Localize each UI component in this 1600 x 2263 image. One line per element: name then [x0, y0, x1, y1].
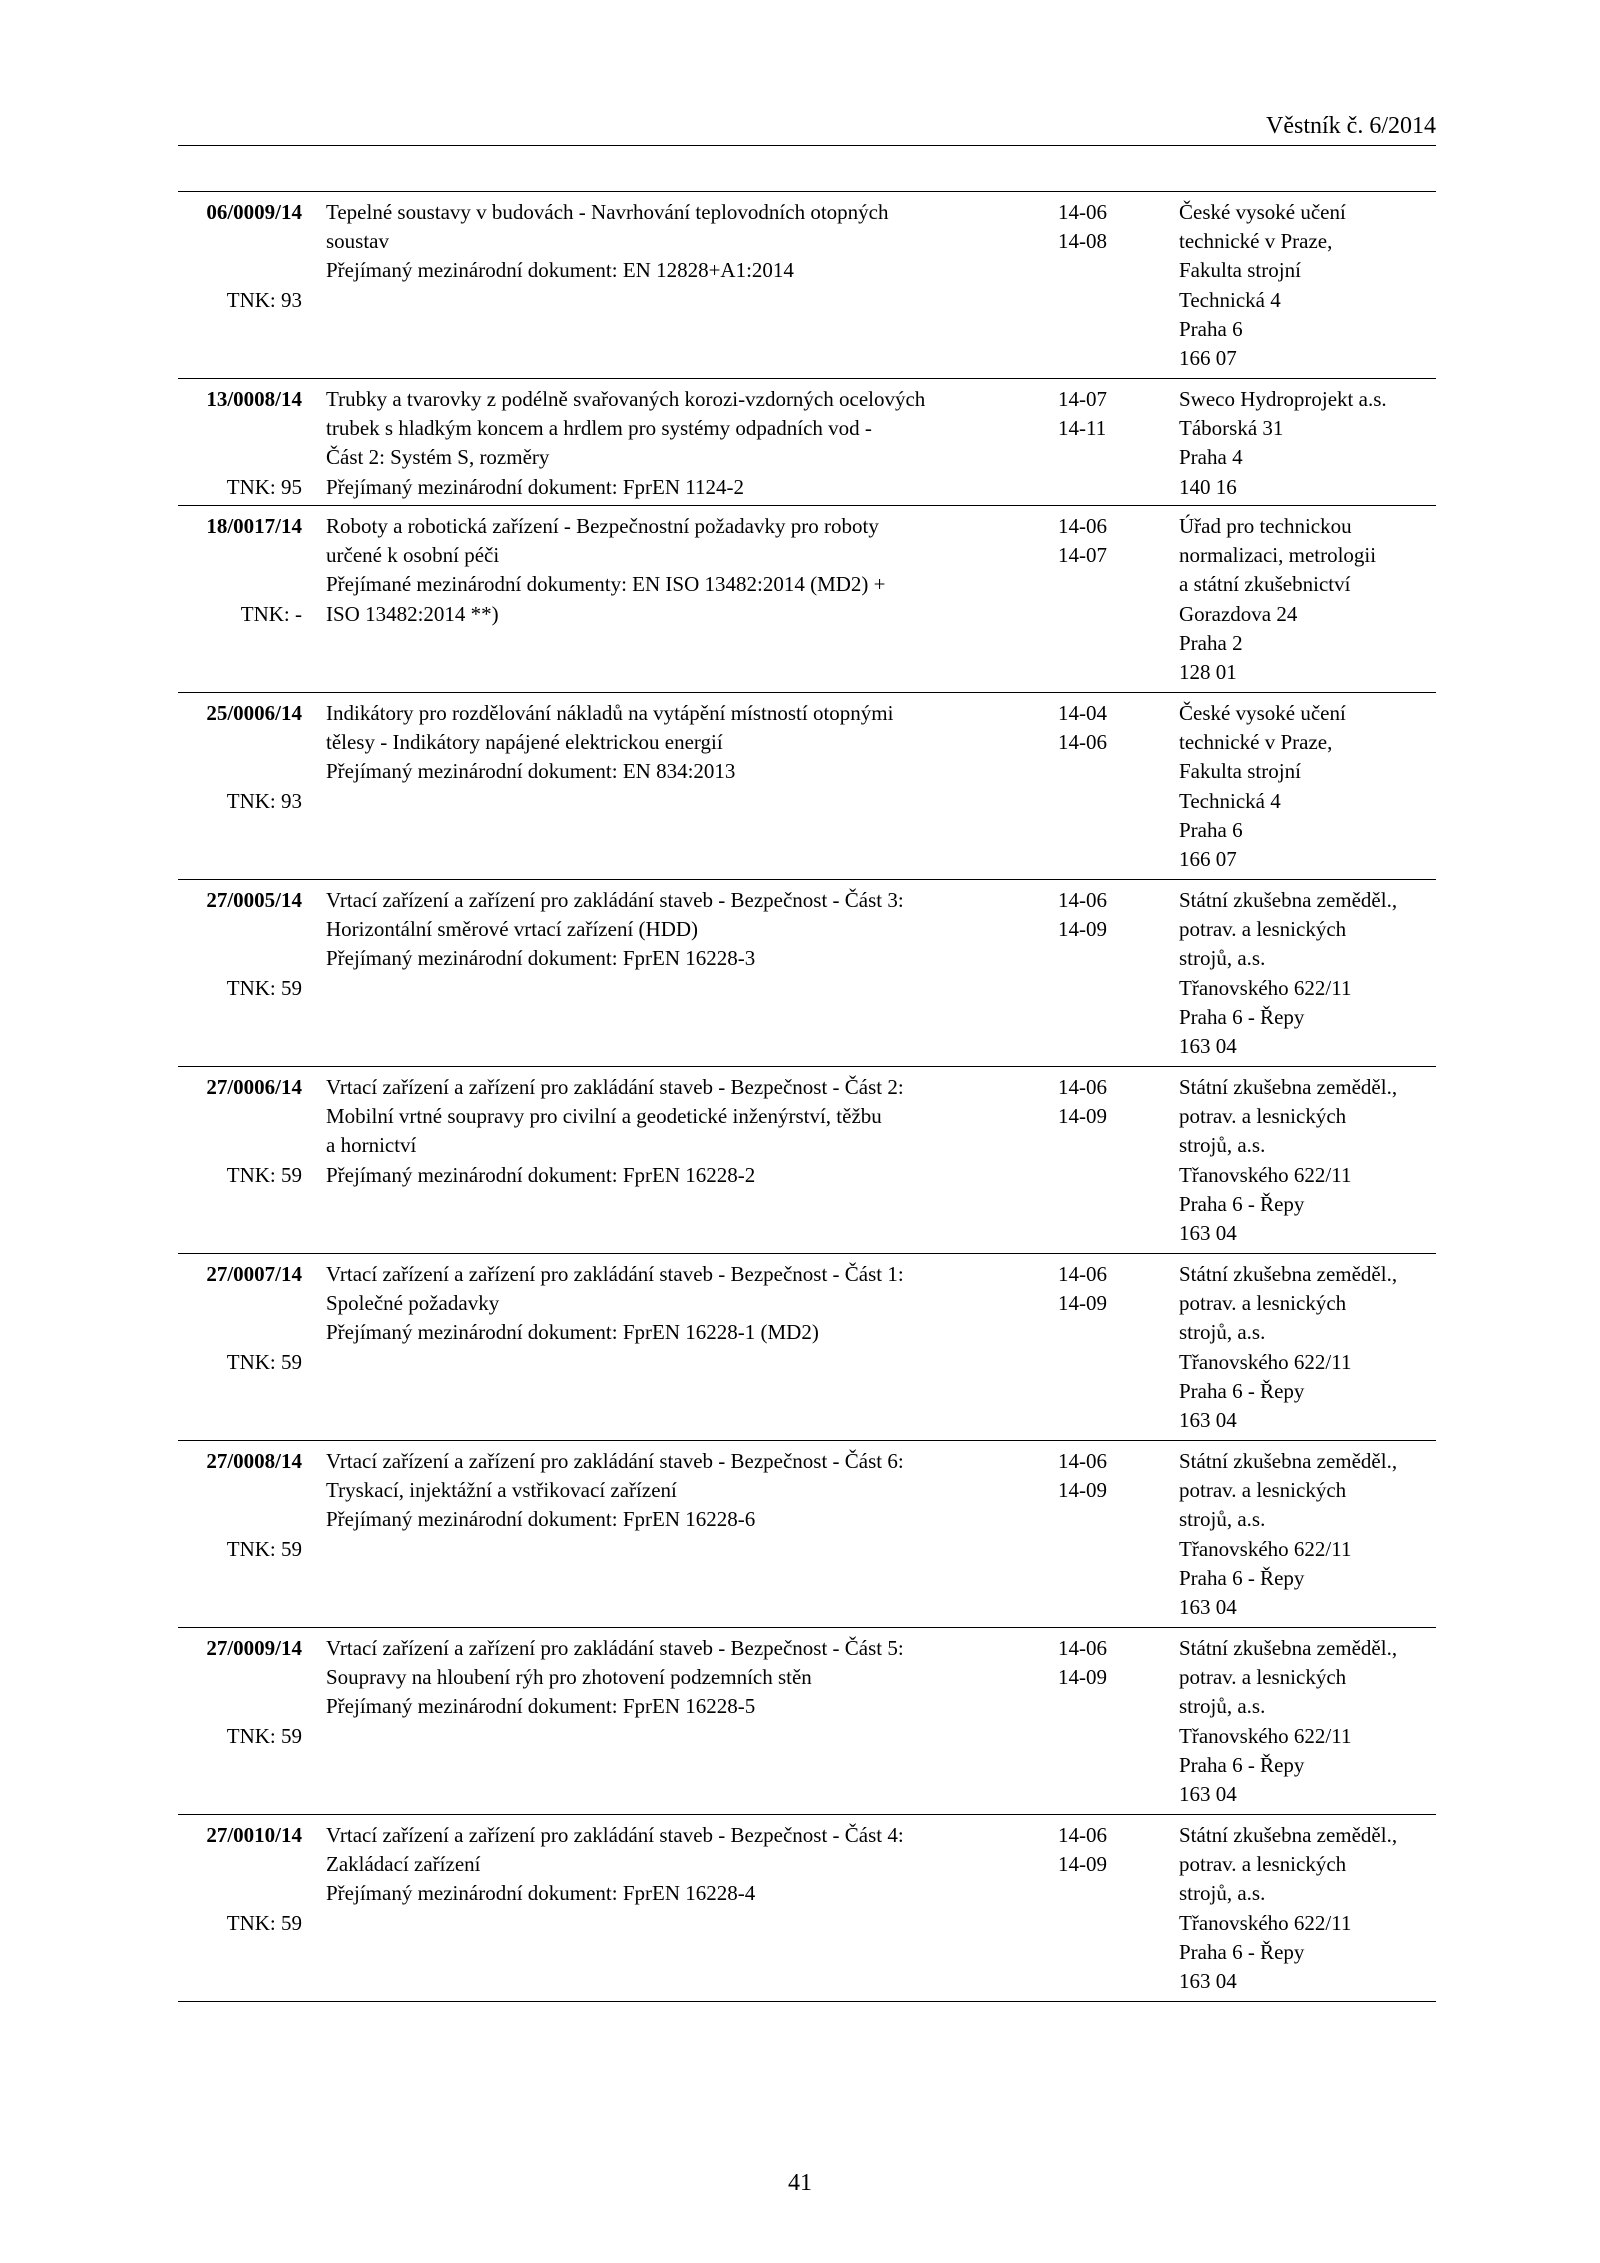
table-row — [178, 1067, 1436, 1254]
table-row — [178, 192, 1436, 379]
organization-line: České vysoké učení — [1179, 701, 1346, 725]
date-value: 14-06 — [1058, 1636, 1107, 1660]
organization-line: Třanovského 622/11 — [1179, 975, 1352, 1000]
date-value: 14-09 — [1058, 1478, 1107, 1503]
organization-line: Táborská 31 — [1179, 416, 1284, 441]
organization-cell — [1179, 1821, 1436, 1996]
organization-cell — [1179, 1447, 1436, 1622]
title-line: Přejímaný mezinárodní dokument: FprEN 16228-2 — [326, 1162, 756, 1187]
standard-id-cell — [178, 1447, 302, 1561]
title-line: Mobilní vrtné soupravy pro civilní a geodetické inženýrství, těžbu — [326, 1104, 882, 1129]
organization-line: Státní zkušebna zeměděl., — [1179, 1449, 1398, 1473]
standard-number: 27/0009/14 — [206, 1636, 302, 1660]
organization-line: Praha 6 - Řepy — [1179, 1004, 1305, 1029]
organization-line: 163 04 — [1179, 1034, 1237, 1059]
dates-cell — [1058, 1260, 1128, 1318]
standard-number: 13/0008/14 — [206, 387, 302, 411]
organization-line: České vysoké učení — [1179, 200, 1346, 224]
standard-number: 06/0009/14 — [206, 200, 302, 224]
organization-line: Praha 6 - Řepy — [1179, 1939, 1305, 1964]
journal-title: Věstník č. 6/2014 — [1266, 113, 1436, 139]
organization-line: 166 07 — [1179, 346, 1237, 371]
title-line: Vrtací zařízení a zařízení pro zakládání staveb - Bezpečnost - Část 3: — [326, 888, 904, 912]
organization-line: normalizaci, metrologii — [1179, 543, 1377, 568]
standard-number: 27/0007/14 — [206, 1262, 302, 1286]
dates-cell — [1058, 198, 1128, 256]
standard-id-cell — [178, 699, 302, 813]
organization-line: Praha 4 — [1179, 445, 1243, 470]
organization-line: 163 04 — [1179, 1221, 1237, 1246]
date-value: 14-06 — [1058, 1449, 1107, 1473]
organization-line: strojů, a.s. — [1179, 1507, 1266, 1532]
title-line: Soupravy na hloubení rýh pro zhotovení podzemních stěn — [326, 1665, 812, 1690]
title-line: trubek s hladkým koncem a hrdlem pro systémy odpadních vod - — [326, 416, 872, 441]
title-line: Přejímaný mezinárodní dokument: EN 834:2013 — [326, 759, 736, 784]
organization-cell — [1179, 1073, 1436, 1248]
organization-line: Třanovského 622/11 — [1179, 1723, 1352, 1748]
organization-line: technické v Praze, — [1179, 730, 1333, 755]
organization-cell — [1179, 886, 1436, 1061]
organization-line: 140 16 — [1179, 474, 1237, 499]
standard-title-cell — [326, 886, 904, 974]
organization-line: Praha 6 - Řepy — [1179, 1752, 1305, 1777]
date-value: 14-07 — [1058, 543, 1107, 568]
date-value: 14-09 — [1058, 1665, 1107, 1690]
date-value: 14-06 — [1058, 1823, 1107, 1847]
standard-title-cell — [326, 198, 896, 286]
table-row — [178, 379, 1436, 506]
standard-id-cell — [178, 198, 302, 312]
date-value: 14-06 — [1058, 730, 1107, 755]
title-line: Vrtací zařízení a zařízení pro zakládání staveb - Bezpečnost - Část 1: — [326, 1262, 904, 1286]
dates-cell — [1058, 1073, 1128, 1131]
organization-line: Třanovského 622/11 — [1179, 1910, 1352, 1935]
title-line: Vrtací zařízení a zařízení pro zakládání staveb - Bezpečnost - Část 6: — [326, 1449, 904, 1473]
tnk-code: TNK: 59 — [226, 1163, 302, 1187]
standard-number: 27/0008/14 — [206, 1449, 302, 1473]
standard-title-cell — [326, 1260, 904, 1348]
organization-line: Státní zkušebna zeměděl., — [1179, 888, 1398, 912]
header-rule — [178, 145, 1436, 146]
title-line: Zakládací zařízení — [326, 1852, 481, 1877]
organization-line: Státní zkušebna zeměděl., — [1179, 1823, 1398, 1847]
tnk-code: TNK: - — [240, 602, 302, 626]
dates-cell — [1058, 1447, 1128, 1505]
standard-id-cell — [178, 1073, 302, 1187]
organization-line: Praha 6 - Řepy — [1179, 1191, 1305, 1216]
title-line: určené k osobní péči — [326, 543, 500, 568]
organization-cell — [1179, 385, 1436, 502]
organization-line: Technická 4 — [1179, 788, 1281, 813]
title-line: tělesy - Indikátory napájené elektrickou energií — [326, 730, 723, 755]
tnk-code: TNK: 93 — [226, 288, 302, 312]
title-line: ISO 13482:2014 **) — [326, 601, 499, 626]
organization-line: 128 01 — [1179, 660, 1237, 685]
title-line: Přejímaný mezinárodní dokument: FprEN 16228-1 (MD2) — [326, 1320, 819, 1345]
standard-title-cell — [326, 385, 926, 502]
organization-line: Praha 6 - Řepy — [1179, 1565, 1305, 1590]
organization-line: strojů, a.s. — [1179, 1320, 1266, 1345]
table-row — [178, 693, 1436, 880]
standard-number: 18/0017/14 — [206, 514, 302, 538]
title-line: Část 2: Systém S, rozměry — [326, 445, 550, 470]
standard-title-cell — [326, 512, 896, 629]
title-line: Vrtací zařízení a zařízení pro zakládání staveb - Bezpečnost - Část 2: — [326, 1075, 904, 1099]
organization-line: Fakulta strojní — [1179, 759, 1301, 784]
table-row — [178, 1815, 1436, 2002]
page-number: 41 — [788, 2170, 812, 2196]
tnk-code: TNK: 93 — [226, 789, 302, 813]
tnk-code: TNK: 59 — [226, 1537, 302, 1561]
title-line: Roboty a robotická zařízení - Bezpečnostní požadavky pro roboty — [326, 514, 879, 538]
dates-cell — [1058, 886, 1128, 944]
date-value: 14-09 — [1058, 917, 1107, 942]
organization-line: Fakulta strojní — [1179, 258, 1301, 283]
page-header — [178, 112, 1436, 140]
organization-line: Třanovského 622/11 — [1179, 1349, 1352, 1374]
title-line: Přejímaný mezinárodní dokument: FprEN 1124-2 — [326, 474, 744, 499]
organization-line: strojů, a.s. — [1179, 1881, 1266, 1906]
organization-line: Třanovského 622/11 — [1179, 1162, 1352, 1187]
table-row — [178, 1628, 1436, 1815]
tnk-code: TNK: 59 — [226, 1724, 302, 1748]
date-value: 14-06 — [1058, 514, 1107, 538]
title-line: Vrtací zařízení a zařízení pro zakládání staveb - Bezpečnost - Část 5: — [326, 1636, 904, 1660]
title-line: Přejímaný mezinárodní dokument: FprEN 16228-3 — [326, 946, 756, 971]
organization-line: potrav. a lesnických — [1179, 1478, 1347, 1503]
organization-line: Sweco Hydroprojekt a.s. — [1179, 387, 1387, 411]
organization-line: Státní zkušebna zeměděl., — [1179, 1262, 1398, 1286]
dates-cell — [1058, 385, 1128, 443]
title-line: Přejímaný mezinárodní dokument: EN 12828+A1:2014 — [326, 258, 794, 283]
organization-cell — [1179, 1634, 1436, 1809]
standards-table — [178, 191, 1436, 2002]
organization-line: Úřad pro technickou — [1179, 514, 1352, 538]
organization-cell — [1179, 198, 1436, 373]
date-value: 14-09 — [1058, 1852, 1107, 1877]
standard-id-cell — [178, 512, 302, 626]
standard-id-cell — [178, 1821, 302, 1935]
organization-line: strojů, a.s. — [1179, 1694, 1266, 1719]
table-row — [178, 506, 1436, 693]
organization-line: potrav. a lesnických — [1179, 1291, 1347, 1316]
dates-cell — [1058, 1634, 1128, 1692]
standard-id-cell — [178, 886, 302, 1000]
standard-number: 25/0006/14 — [206, 701, 302, 725]
date-value: 14-06 — [1058, 1075, 1107, 1099]
organization-line: technické v Praze, — [1179, 229, 1333, 254]
organization-line: potrav. a lesnických — [1179, 917, 1347, 942]
tnk-code: TNK: 59 — [226, 976, 302, 1000]
title-line: Tryskací, injektážní a vstřikovací zařízení — [326, 1478, 677, 1503]
date-value: 14-09 — [1058, 1291, 1107, 1316]
organization-line: a státní zkušebnictví — [1179, 572, 1351, 597]
date-value: 14-04 — [1058, 701, 1107, 725]
date-value: 14-06 — [1058, 200, 1107, 224]
organization-line: 166 07 — [1179, 847, 1237, 872]
organization-line: Praha 6 - Řepy — [1179, 1378, 1305, 1403]
title-line: a hornictví — [326, 1133, 417, 1158]
organization-line: Státní zkušebna zeměděl., — [1179, 1636, 1398, 1660]
organization-line: strojů, a.s. — [1179, 1133, 1266, 1158]
standard-id-cell — [178, 1634, 302, 1748]
standard-id-cell — [178, 1260, 302, 1374]
standard-title-cell — [326, 699, 896, 787]
organization-line: potrav. a lesnických — [1179, 1104, 1347, 1129]
date-value: 14-08 — [1058, 229, 1107, 254]
title-line: Společné požadavky — [326, 1291, 500, 1316]
organization-line: strojů, a.s. — [1179, 946, 1266, 971]
standard-number: 27/0005/14 — [206, 888, 302, 912]
title-line: Přejímaný mezinárodní dokument: FprEN 16228-4 — [326, 1881, 756, 1906]
standard-id-cell — [178, 385, 302, 499]
standard-title-cell — [326, 1634, 904, 1722]
organization-line: Technická 4 — [1179, 287, 1281, 312]
organization-line: 163 04 — [1179, 1408, 1237, 1433]
standard-number: 27/0006/14 — [206, 1075, 302, 1099]
tnk-code: TNK: 59 — [226, 1350, 302, 1374]
organization-line: 163 04 — [1179, 1782, 1237, 1807]
organization-line: potrav. a lesnických — [1179, 1665, 1347, 1690]
organization-cell — [1179, 699, 1436, 874]
organization-line: potrav. a lesnických — [1179, 1852, 1347, 1877]
standard-title-cell — [326, 1821, 904, 1909]
table-row — [178, 1441, 1436, 1628]
organization-line: Státní zkušebna zeměděl., — [1179, 1075, 1398, 1099]
title-line: Přejímaný mezinárodní dokument: FprEN 16228-5 — [326, 1694, 756, 1719]
title-line: Indikátory pro rozdělování nákladů na vytápění místností otopnými — [326, 701, 894, 725]
organization-line: 163 04 — [1179, 1969, 1237, 1994]
date-value: 14-11 — [1058, 416, 1107, 441]
organization-cell — [1179, 512, 1436, 687]
date-value: 14-06 — [1058, 888, 1107, 912]
title-line: Trubky a tvarovky z podélně svařovaných korozi-vzdorných ocelových — [326, 387, 926, 411]
tnk-code: TNK: 95 — [226, 475, 302, 499]
organization-line: Třanovského 622/11 — [1179, 1536, 1352, 1561]
organization-cell — [1179, 1260, 1436, 1435]
title-line: Horizontální směrové vrtací zařízení (HDD) — [326, 917, 699, 942]
organization-line: Praha 2 — [1179, 630, 1243, 655]
dates-cell — [1058, 699, 1128, 757]
organization-line: Praha 6 — [1179, 316, 1243, 341]
standard-title-cell — [326, 1447, 904, 1535]
title-line: Přejímané mezinárodní dokumenty: EN ISO 13482:2014 (MD2) + — [326, 572, 886, 597]
title-line: Přejímaný mezinárodní dokument: FprEN 16228-6 — [326, 1507, 756, 1532]
dates-cell — [1058, 512, 1128, 570]
tnk-code: TNK: 59 — [226, 1911, 302, 1935]
organization-line: Praha 6 — [1179, 817, 1243, 842]
organization-line: 163 04 — [1179, 1595, 1237, 1620]
title-line: soustav — [326, 229, 389, 254]
date-value: 14-06 — [1058, 1262, 1107, 1286]
table-row — [178, 880, 1436, 1067]
standard-title-cell — [326, 1073, 904, 1190]
date-value: 14-09 — [1058, 1104, 1107, 1129]
date-value: 14-07 — [1058, 387, 1107, 411]
dates-cell — [1058, 1821, 1128, 1879]
title-line: Vrtací zařízení a zařízení pro zakládání staveb - Bezpečnost - Část 4: — [326, 1823, 904, 1847]
standard-number: 27/0010/14 — [206, 1823, 302, 1847]
organization-line: Gorazdova 24 — [1179, 601, 1298, 626]
title-line: Tepelné soustavy v budovách - Navrhování teplovodních otopných — [326, 200, 889, 224]
table-row — [178, 1254, 1436, 1441]
